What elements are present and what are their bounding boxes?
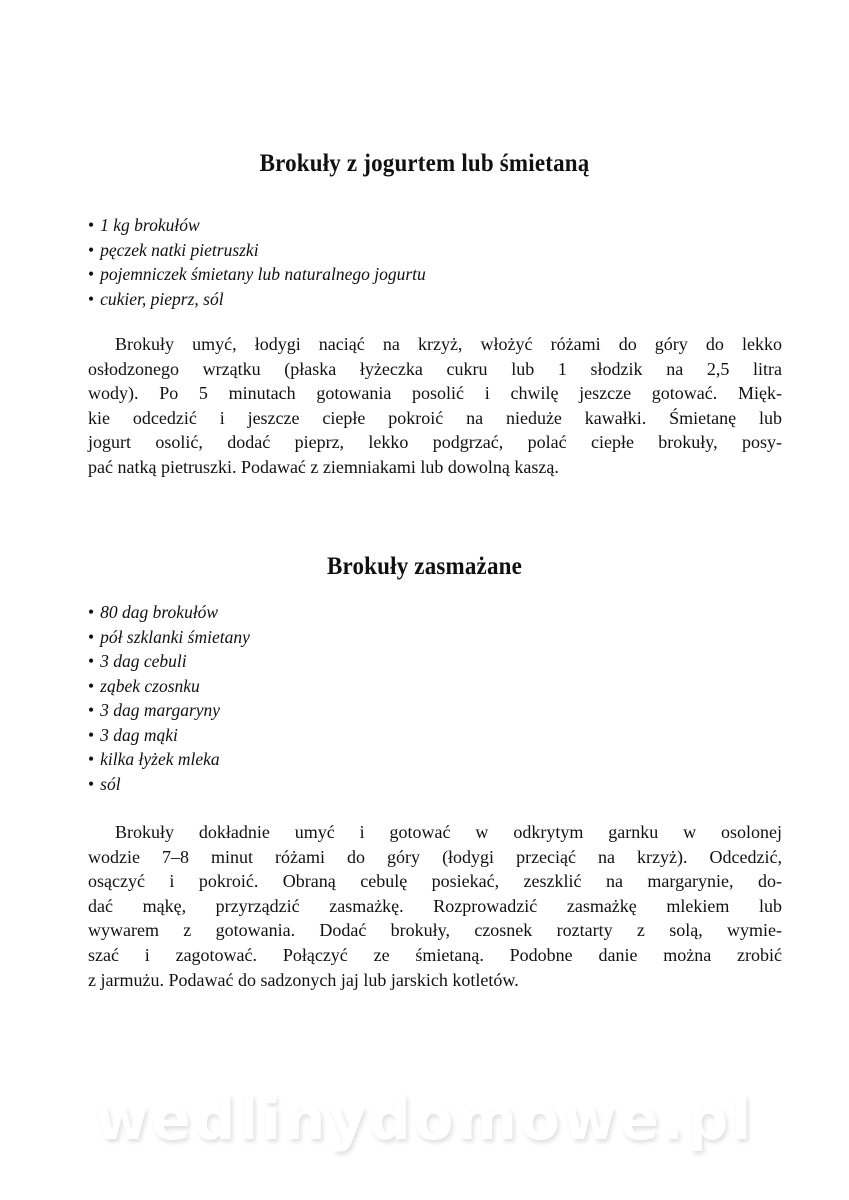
ingredient-item: • cukier, pieprz, sól	[88, 287, 426, 312]
text-line: z jarmużu. Podawać do sadzonych jaj lub jarskich kotletów.	[88, 969, 519, 990]
ingredient-item: • 3 dag cebuli	[88, 649, 250, 674]
ingredient-item: • sól	[88, 772, 250, 797]
ingredient-item: • 80 dag brokułów	[88, 600, 250, 625]
recipe-title: Brokuły zasmażane	[326, 553, 523, 580]
recipe-title: Brokuły z jogurtem lub śmietaną	[259, 150, 590, 177]
text-line: Brokuły umyć, łodygi naciąć na krzyż, włożyć różami do góry do lekko	[115, 334, 782, 354]
ingredient-item: • 3 dag margaryny	[88, 698, 250, 723]
ingredient-item: • 1 kg brokułów	[88, 213, 426, 238]
text-line: szać i zagotować. Połączyć ze śmietaną. Podobne danie można zrobić	[88, 944, 782, 965]
text-line: wodzie 7–8 minut różami do góry (łodygi przeciąć na krzyż). Odcedzić,	[88, 846, 782, 867]
text-line: dać mąkę, przyrządzić zasmażkę. Rozprowadzić zasmażkę mlekiem lub	[88, 895, 782, 916]
text-line: kie odcedzić i jeszcze ciepłe pokroić na nieduże kawałki. Śmietanę lub	[88, 407, 782, 428]
ingredient-item: • pęczek natki pietruszki	[88, 238, 426, 263]
text-line: jogurt osolić, dodać pieprz, lekko podgrzać, polać ciepłe brokuły, posy-	[88, 432, 782, 453]
recipe-instructions	[88, 820, 782, 992]
text-line: wywarem z gotowania. Dodać brokuły, czosnek roztarty z solą, wymie-	[88, 920, 782, 941]
text-line: wody). Po 5 minutach gotowania posolić i chwilę jeszcze gotować. Mięk-	[88, 383, 782, 404]
text-line: osłodzonego wrzątku (płaska łyżeczka cukru lub 1 słodzik na 2,5 litra	[88, 358, 782, 379]
text-line: osączyć i pokroić. Obraną cebulę posiekać, zeszklić na margarynie, do-	[88, 871, 782, 892]
ingredient-item: • pojemniczek śmietany lub naturalnego jogurtu	[88, 262, 426, 287]
ingredient-item: • ząbek czosnku	[88, 674, 250, 699]
text-line: Brokuły dokładnie umyć i gotować w odkrytym garnku w osolonej	[115, 822, 782, 842]
watermark: wedlinydomowe.pl	[94, 1085, 755, 1153]
ingredient-item: • kilka łyżek mleka	[88, 747, 250, 772]
ingredient-list	[88, 600, 250, 796]
ingredient-item: • 3 dag mąki	[88, 723, 250, 748]
ingredient-list	[88, 213, 426, 311]
ingredient-item: • pół szklanki śmietany	[88, 625, 250, 650]
text-line: pać natką pietruszki. Podawać z ziemniakami lub dowolną kaszą.	[88, 456, 559, 477]
recipe-instructions	[88, 332, 782, 480]
